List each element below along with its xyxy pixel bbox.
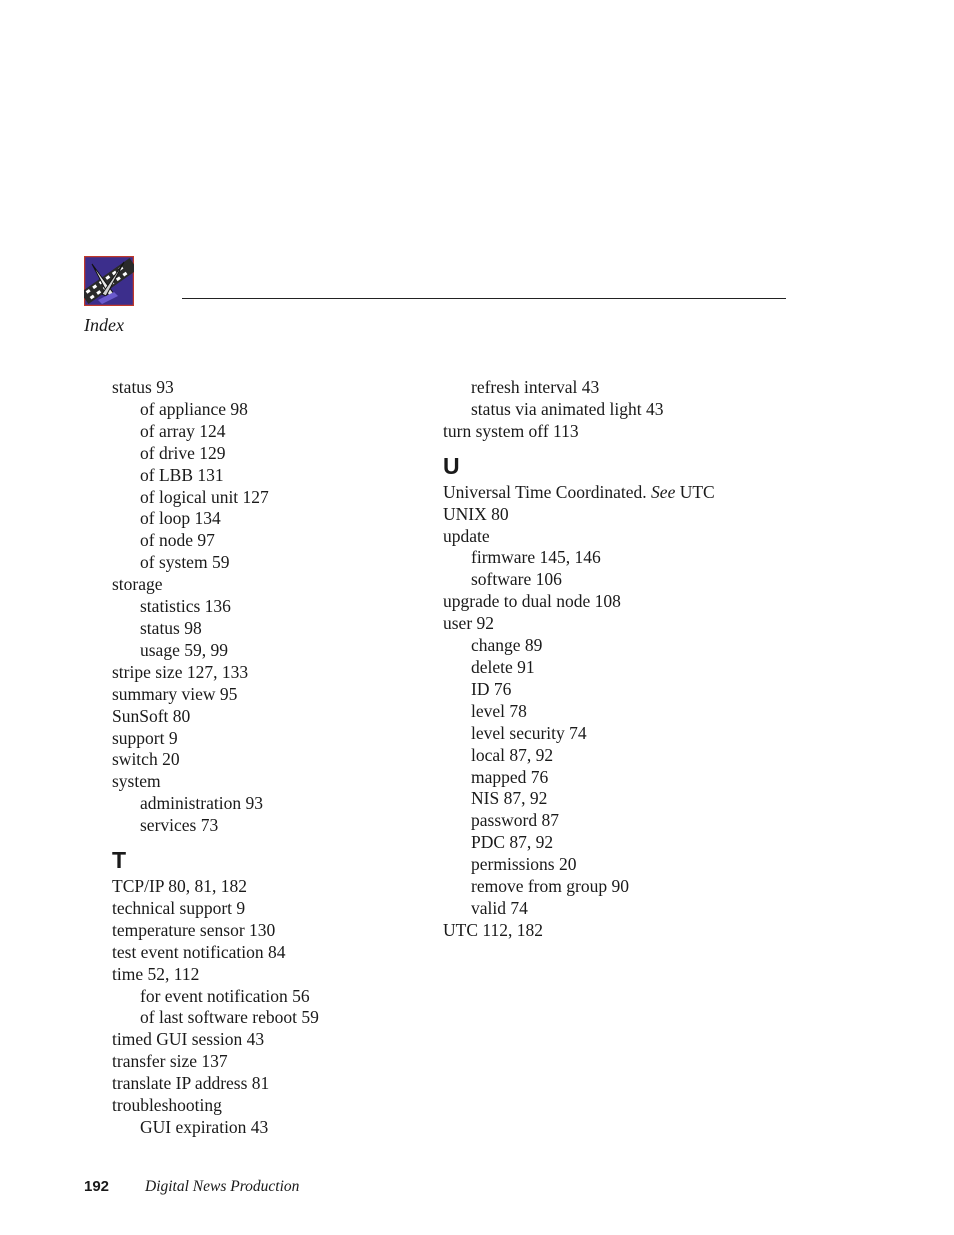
index-subentry: of system 59 [140,552,230,573]
index-subentry: firmware 145, 146 [471,547,601,568]
index-entry: update [443,525,490,546]
index-subentry: status via animated light 43 [471,398,664,419]
index-entry: UNIX 80 [443,503,509,524]
index-subentry: services 73 [140,815,219,836]
index-subentry: administration 93 [140,793,263,814]
index-subentry: for event notification 56 [140,985,310,1006]
index-subentry: of logical unit 127 [140,486,269,507]
index-entry: support 9 [112,727,178,748]
index-subentry: ID 76 [471,678,512,699]
index-subentry: password 87 [471,810,559,831]
index-entry: troubleshooting [112,1095,222,1116]
index-entry: system [112,771,161,792]
see-word: See [651,481,676,502]
index-subentry: NIS 87, 92 [471,788,548,809]
footer-title: Digital News Production [145,1178,300,1195]
index-subentry: refresh interval 43 [471,377,600,397]
index-entry: stripe size 127, 133 [112,661,249,682]
index-column-left [112,377,432,1139]
index-subentry: status 98 [140,617,202,638]
index-entry: TCP/IP 80, 81, 182 [112,876,247,897]
index-subentry: of LBB 131 [140,464,224,485]
index-entry: time 52, 112 [112,963,200,984]
index-subentry: statistics 136 [140,596,231,617]
index-subentry: valid 74 [471,897,528,918]
index-subentry: level 78 [471,700,527,721]
index-entry: summary view 95 [112,683,238,704]
index-entry: switch 20 [112,749,180,770]
index-entry: test event notification 84 [112,941,286,962]
index-subentry: of drive 129 [140,442,226,463]
index-subentry: of node 97 [140,530,215,551]
index-entry: translate IP address 81 [112,1073,270,1094]
index-entry: UTC 112, 182 [443,919,543,940]
index-subentry: permissions 20 [471,854,577,875]
index-entry: storage [112,574,163,595]
index-entry: turn system off 113 [443,420,579,441]
index-letter-heading: U [443,452,460,479]
index-entry: timed GUI session 43 [112,1029,265,1050]
header-rule [182,298,786,299]
index-subentry: PDC 87, 92 [471,832,554,853]
page-number: 192 [84,1178,110,1195]
index-entry: user 92 [443,613,495,634]
index-entry: transfer size 137 [112,1051,228,1072]
index-subentry: change 89 [471,635,543,656]
index-subentry: GUI expiration 43 [140,1117,269,1137]
index-subentry: local 87, 92 [471,744,554,765]
index-subentry: of appliance 98 [140,398,248,419]
index-entry: technical support 9 [112,897,246,918]
index-subentry: mapped 76 [471,766,549,787]
index-letter-heading: T [112,847,127,874]
index-entry: temperature sensor 130 [112,919,276,940]
see-target: UTC [679,481,715,502]
film-clapper-logo-icon [84,256,134,306]
index-subentry: of array 124 [140,420,226,441]
index-subentry: of loop 134 [140,508,221,529]
index-column-right [443,377,843,942]
see-term: Universal Time Coordinated. [443,481,647,502]
index-entry: upgrade to dual node 108 [443,591,621,612]
index-entry: SunSoft 80 [112,705,191,726]
index-entry: status 93 [112,377,174,397]
index-subentry: software 106 [471,569,562,590]
index-subentry: delete 91 [471,656,535,677]
section-label: Index [84,315,124,335]
index-subentry: remove from group 90 [471,876,629,897]
index-entry-see-reference [443,482,843,504]
index-subentry: of last software reboot 59 [140,1007,319,1028]
index-subentry: usage 59, 99 [140,639,228,660]
index-subentry: level security 74 [471,722,587,743]
